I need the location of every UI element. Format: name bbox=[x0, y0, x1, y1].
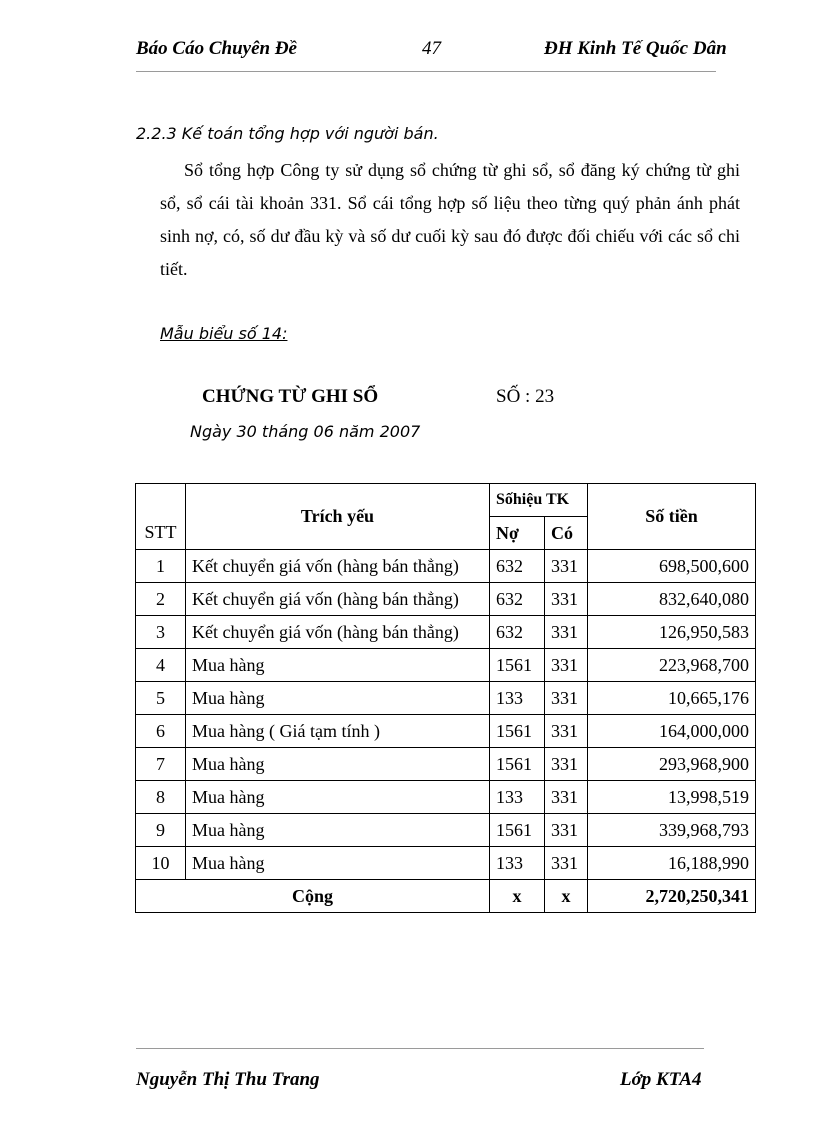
table-row bbox=[136, 682, 756, 715]
row-stt: 9 bbox=[136, 814, 186, 847]
header-debit: Nợ bbox=[490, 517, 545, 550]
row-credit-account: 331 bbox=[545, 616, 588, 649]
footer-author: Nguyễn Thị Thu Trang bbox=[136, 1069, 320, 1090]
header-account-group: Sốhiệu TK bbox=[490, 484, 588, 517]
row-amount: 16,188,990 bbox=[588, 847, 756, 880]
header-institution: ĐH Kinh Tế Quốc Dân bbox=[544, 38, 727, 59]
row-amount: 164,000,000 bbox=[588, 715, 756, 748]
row-credit-account: 331 bbox=[545, 583, 588, 616]
row-description: Mua hàng bbox=[186, 814, 490, 847]
document-number: SỐ : 23 bbox=[496, 386, 555, 407]
row-credit-account: 331 bbox=[545, 550, 588, 583]
row-debit-account: 133 bbox=[490, 781, 545, 814]
header-credit: Có bbox=[545, 517, 588, 550]
table-row bbox=[136, 550, 756, 583]
table-row bbox=[136, 748, 756, 781]
table-header-row bbox=[136, 484, 756, 517]
row-amount: 13,998,519 bbox=[588, 781, 756, 814]
row-description: Kết chuyển giá vốn (hàng bán thẳng) bbox=[186, 616, 490, 649]
row-amount: 293,968,900 bbox=[588, 748, 756, 781]
row-debit-account: 1561 bbox=[490, 814, 545, 847]
row-amount: 698,500,600 bbox=[588, 550, 756, 583]
row-description: Kết chuyển giá vốn (hàng bán thẳng) bbox=[186, 583, 490, 616]
row-credit-account: 331 bbox=[545, 715, 588, 748]
total-debit: x bbox=[490, 880, 545, 913]
total-credit: x bbox=[545, 880, 588, 913]
row-stt: 5 bbox=[136, 682, 186, 715]
total-label: Cộng bbox=[136, 880, 490, 913]
row-debit-account: 133 bbox=[490, 847, 545, 880]
row-description: Mua hàng bbox=[186, 847, 490, 880]
row-description: Mua hàng bbox=[186, 748, 490, 781]
row-description: Mua hàng bbox=[186, 649, 490, 682]
row-credit-account: 331 bbox=[545, 748, 588, 781]
sample-label: Mẫu biểu số 14: bbox=[160, 324, 288, 343]
row-debit-account: 1561 bbox=[490, 715, 545, 748]
body-paragraph: Sổ tổng hợp Công ty sử dụng sổ chứng từ ghi sổ, sổ đăng ký chứng từ ghi sổ, sổ cái tài khoản 331. Sổ cái tổng hợp số liệu theo từng quý phản ánh phát sinh nợ, có, số dư đầu kỳ và số dư cuối kỳ sau đó được đối chiếu với các sổ chi tiết. bbox=[160, 160, 740, 279]
row-credit-account: 331 bbox=[545, 649, 588, 682]
table-row bbox=[136, 616, 756, 649]
document-date: Ngày 30 tháng 06 năm 2007 bbox=[190, 422, 421, 441]
header-stt: STT bbox=[136, 484, 186, 550]
row-credit-account: 331 bbox=[545, 682, 588, 715]
table-row bbox=[136, 715, 756, 748]
row-stt: 10 bbox=[136, 847, 186, 880]
row-debit-account: 133 bbox=[490, 682, 545, 715]
table-row bbox=[136, 814, 756, 847]
page-number: 47 bbox=[422, 38, 441, 59]
row-description: Mua hàng bbox=[186, 682, 490, 715]
row-stt: 6 bbox=[136, 715, 186, 748]
row-amount: 339,968,793 bbox=[588, 814, 756, 847]
row-credit-account: 331 bbox=[545, 814, 588, 847]
table-row bbox=[136, 649, 756, 682]
row-amount: 10,665,176 bbox=[588, 682, 756, 715]
row-amount: 223,968,700 bbox=[588, 649, 756, 682]
table-body bbox=[136, 550, 756, 880]
footer-class: Lớp KTA4 bbox=[620, 1069, 702, 1090]
row-debit-account: 632 bbox=[490, 550, 545, 583]
row-debit-account: 632 bbox=[490, 583, 545, 616]
table-row bbox=[136, 847, 756, 880]
row-stt: 2 bbox=[136, 583, 186, 616]
header-description: Trích yếu bbox=[186, 484, 490, 550]
total-row bbox=[136, 880, 756, 913]
row-stt: 4 bbox=[136, 649, 186, 682]
header-title: Báo Cáo Chuyên Đề bbox=[136, 38, 297, 59]
table-row bbox=[136, 583, 756, 616]
header-rule bbox=[136, 71, 716, 72]
row-debit-account: 632 bbox=[490, 616, 545, 649]
row-debit-account: 1561 bbox=[490, 649, 545, 682]
row-stt: 8 bbox=[136, 781, 186, 814]
total-amount: 2,720,250,341 bbox=[588, 880, 756, 913]
row-description: Mua hàng ( Giá tạm tính ) bbox=[186, 715, 490, 748]
row-description: Mua hàng bbox=[186, 781, 490, 814]
row-stt: 3 bbox=[136, 616, 186, 649]
voucher-table bbox=[135, 483, 756, 913]
document-title: CHỨNG TỪ GHI SỔ bbox=[202, 386, 379, 407]
row-stt: 1 bbox=[136, 550, 186, 583]
row-credit-account: 331 bbox=[545, 781, 588, 814]
row-stt: 7 bbox=[136, 748, 186, 781]
row-credit-account: 331 bbox=[545, 847, 588, 880]
row-amount: 126,950,583 bbox=[588, 616, 756, 649]
row-debit-account: 1561 bbox=[490, 748, 545, 781]
table-row bbox=[136, 781, 756, 814]
header-amount: Số tiền bbox=[588, 484, 756, 550]
row-description: Kết chuyển giá vốn (hàng bán thẳng) bbox=[186, 550, 490, 583]
row-amount: 832,640,080 bbox=[588, 583, 756, 616]
footer-rule bbox=[136, 1048, 704, 1049]
section-title: 2.2.3 Kế toán tổng hợp với người bán. bbox=[136, 124, 439, 143]
